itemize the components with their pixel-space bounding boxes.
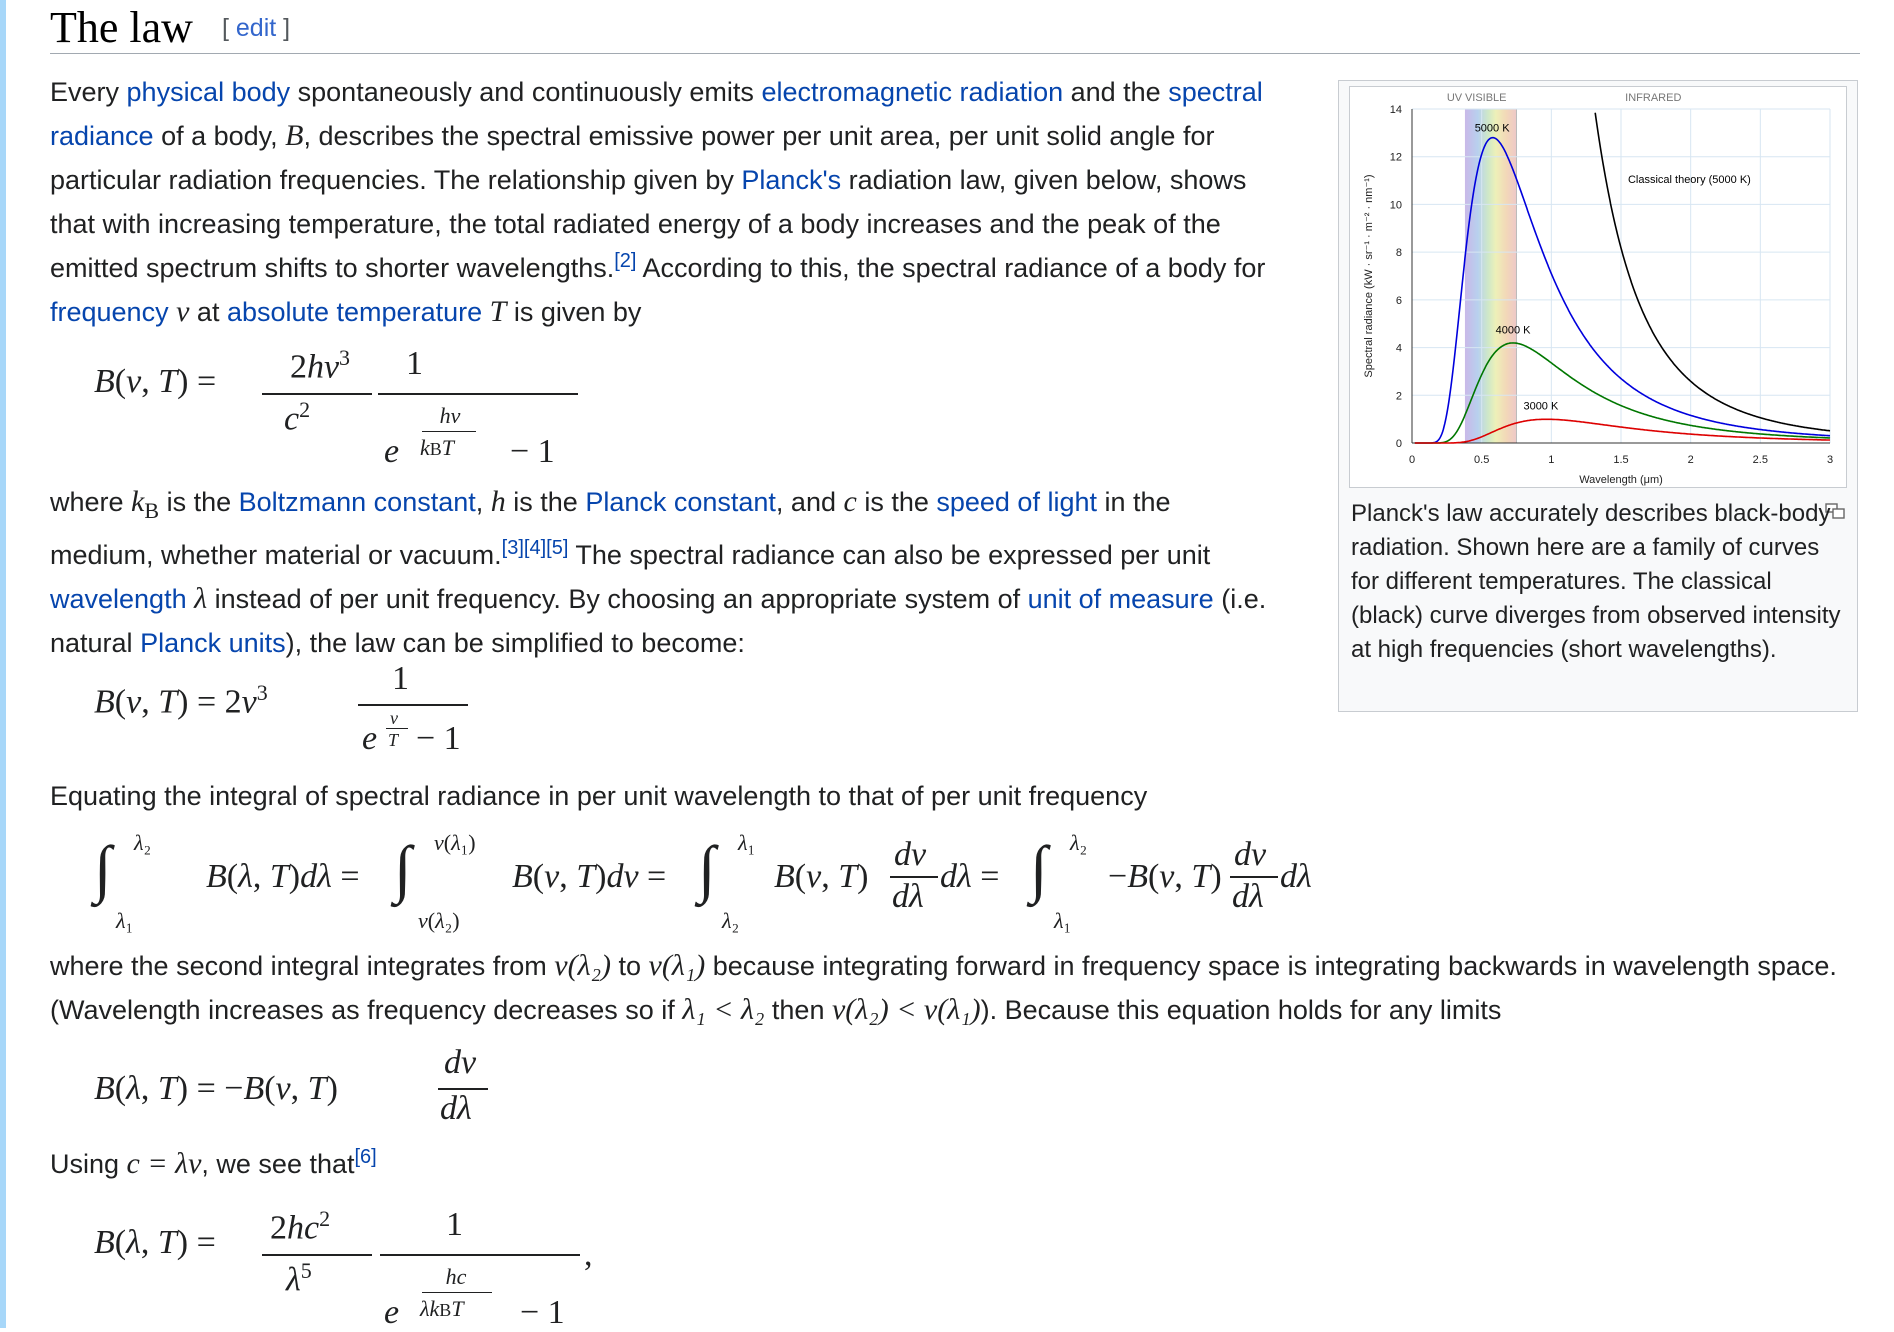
y-tick-label: 10 — [1389, 199, 1402, 212]
math-nu-inequality: ν(λ₂) < ν(λ₁) — [831, 993, 981, 1026]
math-nu-lambda1: ν(λ₁) — [648, 949, 706, 982]
ref-2[interactable]: [2] — [614, 250, 637, 272]
text: is the — [159, 487, 239, 517]
link-physical-body[interactable]: physical body — [126, 77, 291, 107]
text: ). Because this equation holds for any limits — [980, 995, 1502, 1025]
math-kB — [131, 485, 160, 523]
edit-bracket-open: [ — [222, 14, 229, 42]
refs-3-4-5[interactable]: [3][4][5] — [501, 537, 569, 559]
x-tick-label: 2 — [1687, 454, 1694, 466]
link-planck[interactable]: Planck's — [741, 165, 842, 195]
band-label-infrared: INFRARED — [1625, 92, 1682, 104]
text: ), the law can be simplified to become: — [285, 628, 745, 658]
text: is the — [505, 487, 586, 517]
text: where — [50, 487, 132, 517]
paragraph-2 — [50, 480, 1280, 665]
paragraph-1 — [50, 70, 1280, 334]
paragraph-3: Equating the integral of spectral radiance in per unit wavelength to that of per unit frequency — [50, 781, 1148, 811]
math-k: k — [131, 485, 145, 518]
link-electromagnetic-radiation[interactable]: electromagnetic radiation — [761, 77, 1064, 107]
link-unit-of-measure[interactable]: unit of measure — [1027, 584, 1214, 614]
y-tick-label: 8 — [1395, 247, 1402, 260]
y-tick-label: 2 — [1395, 390, 1402, 403]
link-speed-of-light[interactable]: speed of light — [936, 487, 1097, 517]
text: where the second integral integrates from — [50, 951, 555, 981]
series-label-3000k: 3000 K — [1523, 400, 1559, 413]
math-c: c — [843, 485, 857, 518]
series-label-classical: Classical theory (5000 K) — [1627, 173, 1751, 186]
link-spectral-radiance[interactable]: spectral radiance — [50, 77, 1263, 151]
link-absolute-temperature[interactable]: absolute temperature — [226, 297, 483, 327]
math-c-equals-lambda-nu: c = λν — [126, 1147, 202, 1180]
section-title: The law — [50, 3, 193, 52]
text: (i.e. natural — [50, 584, 1267, 658]
text: The spectral radiance can also be expressed per unit — [568, 540, 1211, 570]
y-tick-label: 12 — [1389, 151, 1402, 164]
x-axis-title: Wavelength (μm) — [1579, 474, 1663, 486]
math-k-subscript: B — [144, 498, 160, 523]
text: Using — [50, 1149, 127, 1179]
text: is given by — [506, 297, 642, 327]
curve-classical-5000k — [1595, 113, 1830, 431]
math-nu: ν — [176, 295, 190, 328]
text: Every — [50, 77, 127, 107]
figure-caption: Planck's law accurately describes black-body radiation. Shown here are a family of curves for different temperatures. The classical (black) curve diverges from observed intensity at high frequencies (short wavelengths). — [1351, 500, 1841, 663]
text: because integrating forward in frequency space is integrating backwards in wavelength space. (Wavelength increases as frequency decreases so if — [50, 951, 1837, 1025]
paragraph-4 — [50, 944, 1860, 1032]
y-tick-label: 6 — [1395, 294, 1402, 307]
text: , we see that — [201, 1149, 355, 1179]
blackbody-chart — [1350, 87, 1846, 487]
text: According to this, the spectral radiance of a body for — [636, 253, 1266, 283]
math-nu-lambda2: ν(λ₂) — [554, 949, 611, 982]
text: is the — [856, 487, 937, 517]
y-tick-label: 0 — [1395, 438, 1402, 450]
text: , — [475, 487, 491, 517]
link-wavelength[interactable]: wavelength — [50, 584, 187, 614]
math-lambda: λ — [194, 582, 208, 615]
article-content: The law [ edit ] Every physical body spontaneously and continuously emits electromagnetic radiation and the spectral radiance of a body, B, describes the spectral emissive power per unit area, per unit solid angle for particular radiation frequencies. The relationship given by Planck's radiation law, given below, shows that with increasing temperature, the total radiated energy of a body increases and the peak of the emitted spectrum shifts to shorter wavelengths.[2] According to this, the spectral radiance of a body for frequency ν at absolute temperature T is given by B(ν, T) = $2h\nu^3$ $c^2$ 1 e hν kBT − 1 where $k_B$ is the Boltzmann constant, h is the Planck constant, and c is the speed of light in the medium, whether material or vacuum.[3][4][5] The spectral radiance can also be expressed per unit wavelength λ instead of per unit frequency. By choosing an appropriate system of unit of measure (i.e. natural Planck units), the law can be simplified to become: B(ν, $T) = 2\nu^3$ 1 e ν T − 1 Equating the integral of spectral radiance in per unit wavelength to that of per unit frequency ∫ λ₂ λ₁ B(λ, T)dλ = ∫ ν(λ₁) ν(λ₂) B(ν, T)dν = ∫ λ₁ λ₂ B(ν, T) dν dλ dλ = ∫ λ₂ λ₁ −B(ν, T) dν dλ dλ where the second integral integrates from ν(λ₂) to ν(λ₁) because integrating forward in frequency space is integrating backwards in wavelength space. (Wavelength increases as frequency decreases so if λ₁ < λ₂ then ν(λ₂) < ν(λ₁)). Because this equation holds for any limits B(λ, T) = −B(ν, T) dν dλ Using c = λν, we see that[6] B(λ, T) = $2hc^2$ $\lambda^5$ 1 e hc λkBT − 1 , UV VISIBLE INFRARED 0 0.5 1 1.5 2 2.5 3 0 2 4 6 8 10 12 14 Wavelength (μm) Spectral radiance (kW · sr⁻¹ · m⁻² · nm⁻¹) 5000 K 4000 K 3000 K Classical theory (5000 K) Planck's law accurately describes black-body radiation. Shown here are a family of curves for different temperatures. The classical (black) curve diverges from observed intensity at high frequencies (short wavelengths). — [50, 0, 1860, 1328]
text: of a body, — [153, 121, 286, 151]
text: at — [189, 297, 227, 327]
math-lambda-inequality: λ₁ < λ₂ — [682, 993, 765, 1026]
text: , and — [775, 487, 844, 517]
edit-link[interactable]: edit — [235, 14, 277, 42]
y-axis-title: Spectral radiance (kW · sr⁻¹ · m⁻² · nm⁻¹) — [1363, 174, 1375, 378]
band-label-visible: VISIBLE — [1464, 92, 1507, 104]
link-planck-units[interactable]: Planck units — [140, 628, 286, 658]
ref-6[interactable]: [6] — [354, 1146, 377, 1168]
band-label-uv: UV — [1446, 92, 1463, 104]
text: to — [611, 951, 649, 981]
text: in the medium, whether material or vacuum. — [50, 487, 1171, 570]
x-tick-label: 1 — [1548, 454, 1555, 466]
text: then — [764, 995, 832, 1025]
text: instead of per unit frequency. By choosing an appropriate system of — [207, 584, 1028, 614]
y-tick-label: 4 — [1395, 342, 1402, 355]
text: spontaneously and continuously emits — [290, 77, 762, 107]
math-B: B — [285, 119, 304, 152]
edit-bracket-close: ] — [283, 14, 291, 42]
left-border — [0, 0, 6, 1328]
text: and the — [1063, 77, 1169, 107]
text: , describes the spectral emissive power per unit area, per unit solid angle for particular radiation frequencies. The relationship given by — [50, 121, 1215, 195]
x-tick-label: 2.5 — [1752, 454, 1768, 466]
text: radiation law, given below, shows that with increasing temperature, the total radiated energy of a body increases and the peak of the emitted spectrum shifts to shorter wavelengths. — [50, 165, 1247, 283]
paragraph-5 — [50, 1142, 1280, 1186]
y-tick-label: 14 — [1389, 104, 1402, 116]
figure-box — [1338, 80, 1858, 712]
section-heading — [50, 0, 1860, 54]
series-label-4000k: 4000 K — [1495, 324, 1531, 337]
figure-image[interactable] — [1349, 86, 1847, 488]
x-tick-label: 1.5 — [1613, 454, 1629, 466]
x-tick-label: 3 — [1826, 454, 1834, 466]
link-boltzmann-constant[interactable]: Boltzmann constant — [238, 487, 476, 517]
x-tick-label: 0 — [1408, 454, 1416, 466]
math-T: T — [489, 295, 507, 328]
series-label-5000k: 5000 K — [1474, 122, 1510, 135]
math-h: h — [490, 485, 506, 518]
link-frequency[interactable]: frequency — [50, 297, 169, 327]
link-planck-constant[interactable]: Planck constant — [585, 487, 776, 517]
edit-section — [222, 14, 290, 43]
x-tick-label: 0.5 — [1474, 454, 1490, 466]
